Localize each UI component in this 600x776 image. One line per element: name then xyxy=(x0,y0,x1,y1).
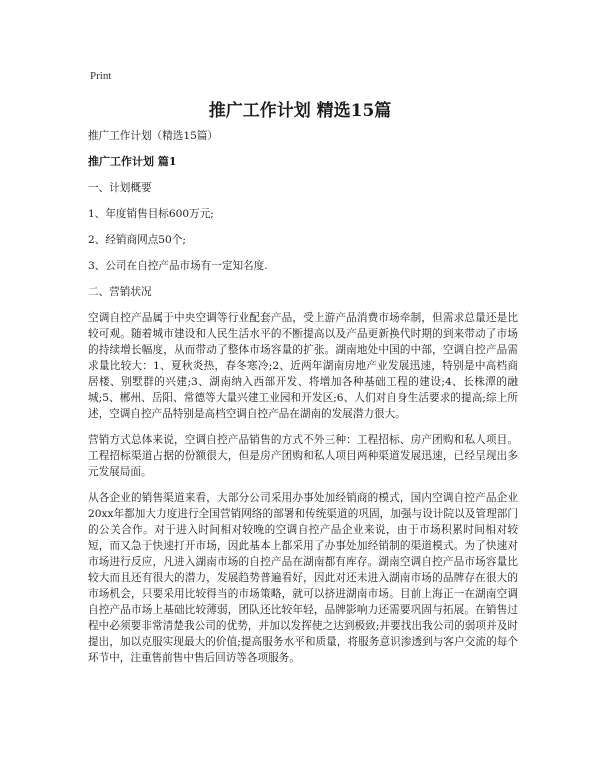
document-title: 推广工作计划 精选15篇 xyxy=(208,101,392,121)
outline-heading-2: 二、营销状况 xyxy=(88,286,152,298)
document-subtitle: 推广工作计划（精选15篇） xyxy=(88,130,219,142)
outline-item-1: 1、年度销售目标600万元; xyxy=(88,208,214,220)
outline-heading-1: 一、计划概要 xyxy=(88,182,152,194)
print-link[interactable]: Print xyxy=(90,70,112,82)
document-body xyxy=(88,128,518,676)
outline-item-2: 2、经销商网点50个; xyxy=(88,234,186,246)
body-paragraph-3: 从各企业的销售渠道来看，大部分公司采用办事处加经销商的模式，国内空调自控产品企业20xx年都加大力度进行全国营销网络的部署和传统渠道的巩固，加强与设计院以及管理部门的公关合作。对于进入时间相对较晚的空调自控产品企业来说，由于市场积累时间相对较短，而又急于快速打开市场，因此基本上都采用了办事处加经销制的渠道模式。为了快速对市场进行反应，凡进入湖南市场的自控产品在湖南都有库存。湖南空调自控产品市场容量比较大而且还有很大的潜力，发展趋势普遍看好，因此对还未进入湖南市场的品牌存在很大的市场机会，只要采用比较得当的市场策略，就可以挤进湖南市场。目前上海正一在湖南空调自控产品市场上基础比较薄弱，团队还比较年轻，品牌影响力还需要巩固与拓展。在销售过程中必须要非常清楚我公司的优势，并加以发挥使之达到极致;并要找出我公司的弱项并及时提出，加以克服实现最大的价值;提高服务水平和质量，将服务意识渗透到与客户交流的每个环节中，注重售前售中售后回访等各项服务。 xyxy=(88,492,518,664)
section-heading: 推广工作计划 篇1 xyxy=(88,155,177,168)
body-paragraph-1: 空调自控产品属于中央空调等行业配套产品，受上游产品消费市场牵制，但需求总量还是比较可观。随着城市建设和人民生活水平的不断提高以及产品更新换代时期的到来带动了市场的持续增长幅度，从而带动了整体市场容量的扩张。湖南地处中国的中部，空调自控产品需求量比较大：1、夏秋炎热，春冬寒冷;2、近两年湖南房地产业发展迅速，特别是中高档商居楼、别墅群的兴建;3、湖南纳入西部开发、将增加各种基础工程的建设;4、长株潭的融城;5、郴州、岳阳、常德等大量兴建工业园和开发区;6、人们对自身生活要求的提高;综上所述，空调自控产品特别是高档空调自控产品在湖南的发展潜力很大。 xyxy=(88,312,518,420)
body-paragraph-2: 营销方式总体来说，空调自控产品销售的方式不外三种：工程招标、房产团购和私人项目。工程招标渠道占据的份额很大，但是房产团购和私人项目两种渠道发展迅速，已经呈现出多元发展局面。 xyxy=(88,434,518,478)
outline-item-3: 3、公司在自控产品市场有一定知名度. xyxy=(88,260,268,272)
